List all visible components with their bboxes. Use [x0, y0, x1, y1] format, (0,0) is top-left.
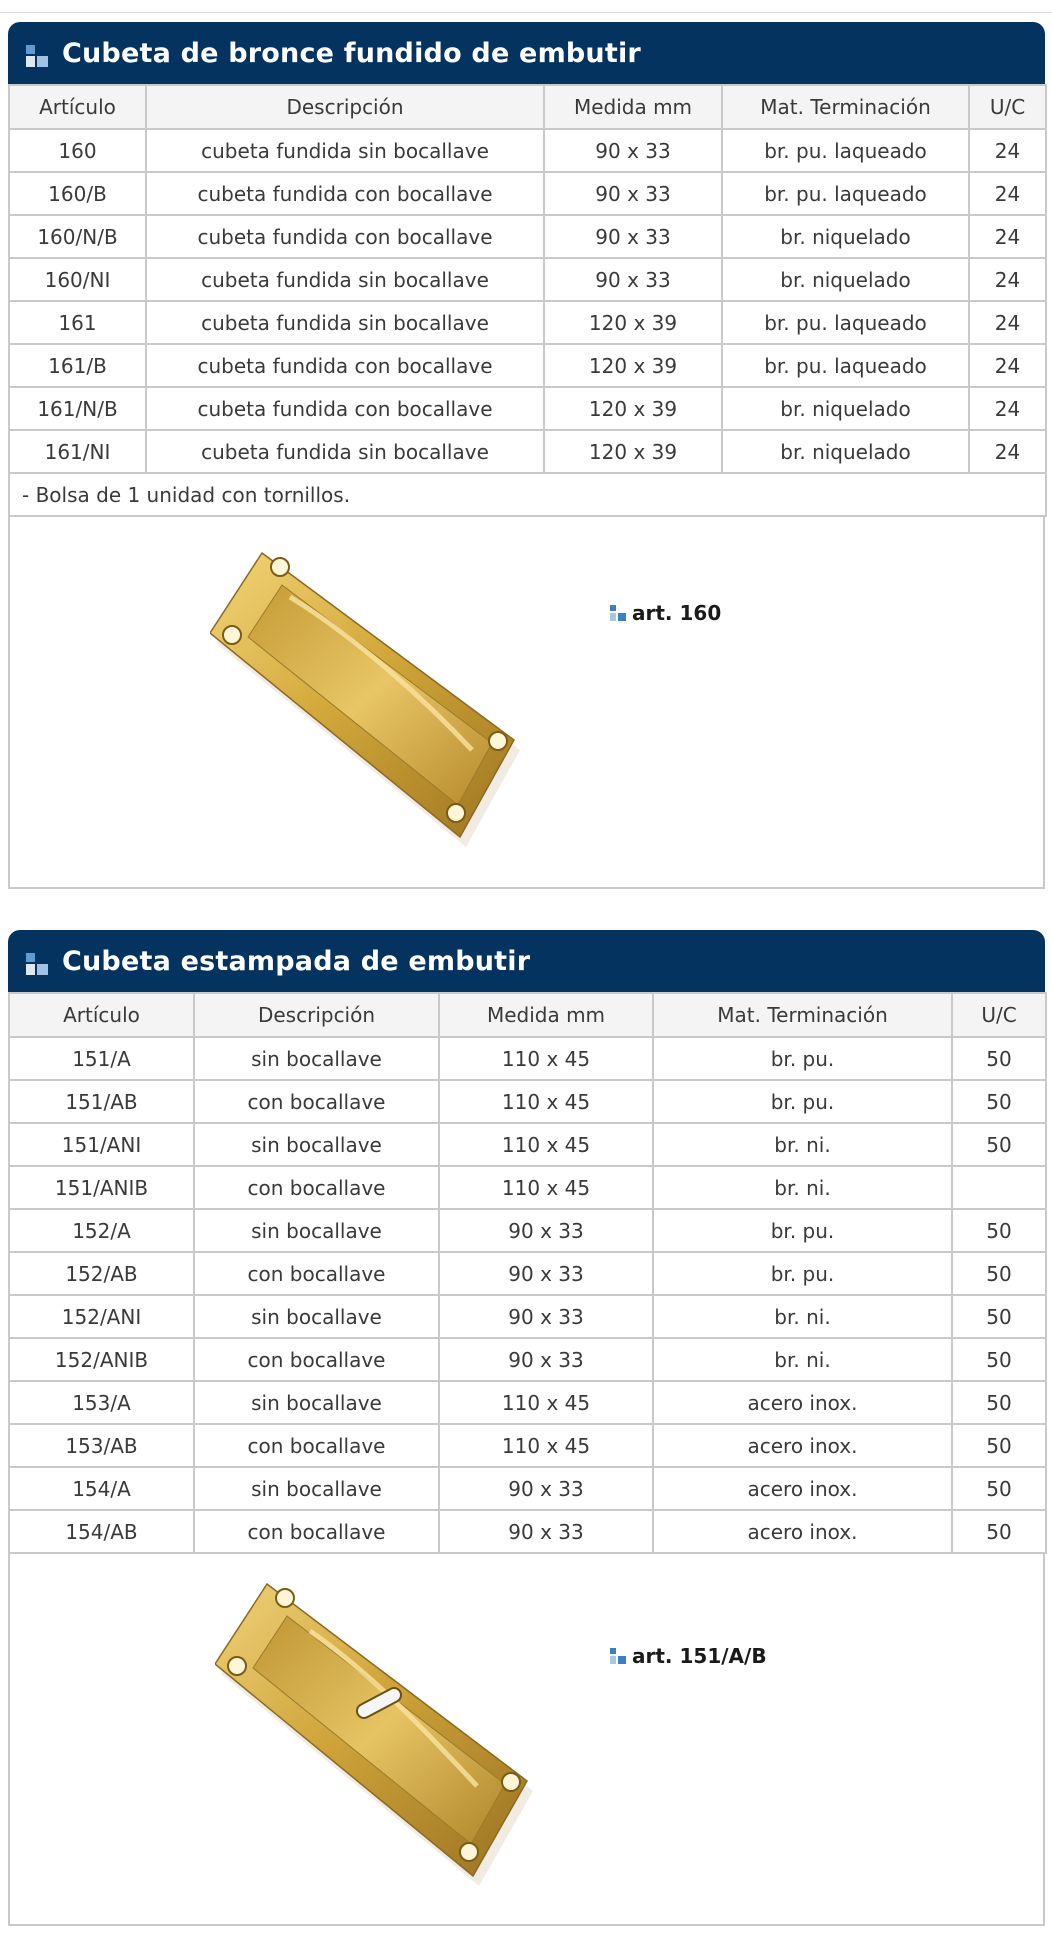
cell-descripcion: sin bocallave: [194, 1381, 439, 1424]
cell-uc: 50: [952, 1295, 1046, 1338]
table-row: [9, 1166, 1046, 1209]
cell-medida: 90 x 33: [439, 1209, 653, 1252]
cell-terminacion: br. ni.: [653, 1295, 952, 1338]
table-row: [9, 387, 1046, 430]
cell-terminacion: br. pu. laqueado: [722, 301, 969, 344]
product-image-area: [8, 1554, 1045, 1926]
section-bullet-icon: [26, 953, 50, 977]
cell-medida: 110 x 45: [439, 1123, 653, 1166]
table-row: [9, 1381, 1046, 1424]
cell-medida: 120 x 39: [544, 430, 722, 473]
table-row: [9, 1209, 1046, 1252]
cell-articulo: 152/ANIB: [9, 1338, 194, 1381]
cell-descripcion: cubeta fundida sin bocallave: [146, 129, 544, 172]
cell-terminacion: acero inox.: [653, 1424, 952, 1467]
cell-medida: 90 x 33: [439, 1295, 653, 1338]
cell-uc: 24: [969, 258, 1046, 301]
cell-descripcion: sin bocallave: [194, 1037, 439, 1080]
caption-bullet-icon: [610, 1648, 626, 1664]
cell-terminacion: br. pu.: [653, 1080, 952, 1123]
cell-articulo: 160/NI: [9, 258, 146, 301]
table-row: [9, 172, 1046, 215]
cell-articulo: 161/N/B: [9, 387, 146, 430]
cell-articulo: 152/A: [9, 1209, 194, 1252]
column-header: Mat. Terminación: [653, 993, 952, 1037]
caption-bullet-icon: [610, 605, 626, 621]
cell-uc: 24: [969, 301, 1046, 344]
column-header: Artículo: [9, 85, 146, 129]
cell-terminacion: br. niquelado: [722, 258, 969, 301]
cell-uc: 24: [969, 215, 1046, 258]
cell-terminacion: acero inox.: [653, 1381, 952, 1424]
cell-terminacion: br. niquelado: [722, 430, 969, 473]
cell-terminacion: br. ni.: [653, 1123, 952, 1166]
cell-uc: 50: [952, 1424, 1046, 1467]
product-table: [8, 992, 1047, 1554]
cell-medida: 110 x 45: [439, 1424, 653, 1467]
cell-articulo: 161: [9, 301, 146, 344]
cell-uc: 24: [969, 129, 1046, 172]
cell-articulo: 151/AB: [9, 1080, 194, 1123]
table-header-row: [9, 85, 1046, 129]
cell-articulo: 151/ANIB: [9, 1166, 194, 1209]
table-row: [9, 344, 1046, 387]
cell-uc: 50: [952, 1080, 1046, 1123]
product-table: [8, 84, 1047, 517]
cell-uc: 24: [969, 172, 1046, 215]
table-row: [9, 1080, 1046, 1123]
cell-terminacion: br. ni.: [653, 1338, 952, 1381]
cell-uc: 50: [952, 1252, 1046, 1295]
column-header: Medida mm: [439, 993, 653, 1037]
table-row: [9, 129, 1046, 172]
cell-descripcion: con bocallave: [194, 1424, 439, 1467]
cell-descripcion: sin bocallave: [194, 1467, 439, 1510]
cell-descripcion: con bocallave: [194, 1338, 439, 1381]
cell-articulo: 154/AB: [9, 1510, 194, 1553]
cell-articulo: 152/ANI: [9, 1295, 194, 1338]
table-row: [9, 215, 1046, 258]
cell-descripcion: sin bocallave: [194, 1123, 439, 1166]
cell-medida: 90 x 33: [544, 258, 722, 301]
column-header: U/C: [969, 85, 1046, 129]
cell-uc: [952, 1166, 1046, 1209]
brass-cup-image: [210, 545, 690, 875]
cell-descripcion: cubeta fundida sin bocallave: [146, 258, 544, 301]
cell-descripcion: cubeta fundida con bocallave: [146, 172, 544, 215]
cell-uc: 24: [969, 344, 1046, 387]
cell-uc: 50: [952, 1381, 1046, 1424]
cell-medida: 110 x 45: [439, 1080, 653, 1123]
cell-articulo: 161/B: [9, 344, 146, 387]
table-row: [9, 1252, 1046, 1295]
cell-medida: 90 x 33: [544, 172, 722, 215]
table-row: [9, 1338, 1046, 1381]
cell-medida: 90 x 33: [439, 1510, 653, 1553]
cell-terminacion: acero inox.: [653, 1467, 952, 1510]
cell-articulo: 154/A: [9, 1467, 194, 1510]
cell-articulo: 152/AB: [9, 1252, 194, 1295]
cell-descripcion: con bocallave: [194, 1166, 439, 1209]
cell-uc: 50: [952, 1338, 1046, 1381]
cell-medida: 90 x 33: [439, 1252, 653, 1295]
cell-uc: 24: [969, 387, 1046, 430]
column-header: Mat. Terminación: [722, 85, 969, 129]
cell-descripcion: sin bocallave: [194, 1209, 439, 1252]
table-row: [9, 1510, 1046, 1553]
table-row: [9, 258, 1046, 301]
section-bullet-icon: [26, 45, 50, 69]
column-header: Descripción: [194, 993, 439, 1037]
table-row: [9, 1424, 1046, 1467]
cell-articulo: 153/AB: [9, 1424, 194, 1467]
cell-terminacion: acero inox.: [653, 1510, 952, 1553]
cell-terminacion: br. pu. laqueado: [722, 129, 969, 172]
cell-medida: 120 x 39: [544, 301, 722, 344]
cell-descripcion: cubeta fundida con bocallave: [146, 387, 544, 430]
cell-uc: 50: [952, 1123, 1046, 1166]
cell-descripcion: con bocallave: [194, 1510, 439, 1553]
cell-medida: 90 x 33: [544, 215, 722, 258]
cell-terminacion: br. niquelado: [722, 215, 969, 258]
stamped-cup-image: [215, 1576, 695, 1906]
image-caption: [610, 1644, 767, 1668]
cell-descripcion: cubeta fundida con bocallave: [146, 344, 544, 387]
cell-terminacion: br. pu. laqueado: [722, 172, 969, 215]
cell-descripcion: sin bocallave: [194, 1295, 439, 1338]
cell-uc: 50: [952, 1510, 1046, 1553]
cell-articulo: 161/NI: [9, 430, 146, 473]
cell-medida: 110 x 45: [439, 1037, 653, 1080]
cell-descripcion: cubeta fundida sin bocallave: [146, 430, 544, 473]
table-row: [9, 1467, 1046, 1510]
cell-descripcion: con bocallave: [194, 1252, 439, 1295]
note-row: [9, 473, 1046, 516]
cell-terminacion: br. pu.: [653, 1037, 952, 1080]
cell-medida: 90 x 33: [439, 1467, 653, 1510]
cell-terminacion: br. pu.: [653, 1209, 952, 1252]
caption-text: art. 151/A/B: [632, 1644, 767, 1668]
cell-descripcion: cubeta fundida sin bocallave: [146, 301, 544, 344]
column-header: U/C: [952, 993, 1046, 1037]
product-image-area: [8, 517, 1045, 889]
section-stamped-cup: [8, 930, 1045, 1926]
table-row: [9, 301, 1046, 344]
cell-medida: 110 x 45: [439, 1166, 653, 1209]
cell-medida: 120 x 39: [544, 344, 722, 387]
cell-articulo: 151/A: [9, 1037, 194, 1080]
caption-text: art. 160: [632, 601, 722, 625]
top-divider: [0, 12, 1052, 13]
cell-articulo: 160/B: [9, 172, 146, 215]
table-row: [9, 1295, 1046, 1338]
cell-articulo: 151/ANI: [9, 1123, 194, 1166]
column-header: Medida mm: [544, 85, 722, 129]
column-header: Descripción: [146, 85, 544, 129]
column-header: Artículo: [9, 993, 194, 1037]
cell-terminacion: br. pu.: [653, 1252, 952, 1295]
cell-terminacion: br. ni.: [653, 1166, 952, 1209]
cell-descripcion: cubeta fundida con bocallave: [146, 215, 544, 258]
section-header: [8, 930, 1045, 992]
table-row: [9, 430, 1046, 473]
cell-articulo: 160/N/B: [9, 215, 146, 258]
section-title: Cubeta de bronce fundido de embutir: [62, 37, 641, 69]
table-header-row: [9, 993, 1046, 1037]
cell-articulo: 153/A: [9, 1381, 194, 1424]
cell-terminacion: br. pu. laqueado: [722, 344, 969, 387]
cell-uc: 50: [952, 1209, 1046, 1252]
cell-terminacion: br. niquelado: [722, 387, 969, 430]
table-row: [9, 1123, 1046, 1166]
cell-articulo: 160: [9, 129, 146, 172]
cell-descripcion: con bocallave: [194, 1080, 439, 1123]
image-caption: [610, 601, 721, 625]
cell-medida: 120 x 39: [544, 387, 722, 430]
cell-uc: 50: [952, 1467, 1046, 1510]
cell-uc: 24: [969, 430, 1046, 473]
section-header: [8, 22, 1045, 84]
cell-medida: 110 x 45: [439, 1381, 653, 1424]
section-title: Cubeta estampada de embutir: [62, 945, 531, 977]
cell-medida: 90 x 33: [439, 1338, 653, 1381]
table-row: [9, 1037, 1046, 1080]
section-bronze-cup: [8, 22, 1045, 889]
cell-medida: 90 x 33: [544, 129, 722, 172]
note-text: - Bolsa de 1 unidad con tornillos.: [9, 473, 1046, 516]
cell-uc: 50: [952, 1037, 1046, 1080]
